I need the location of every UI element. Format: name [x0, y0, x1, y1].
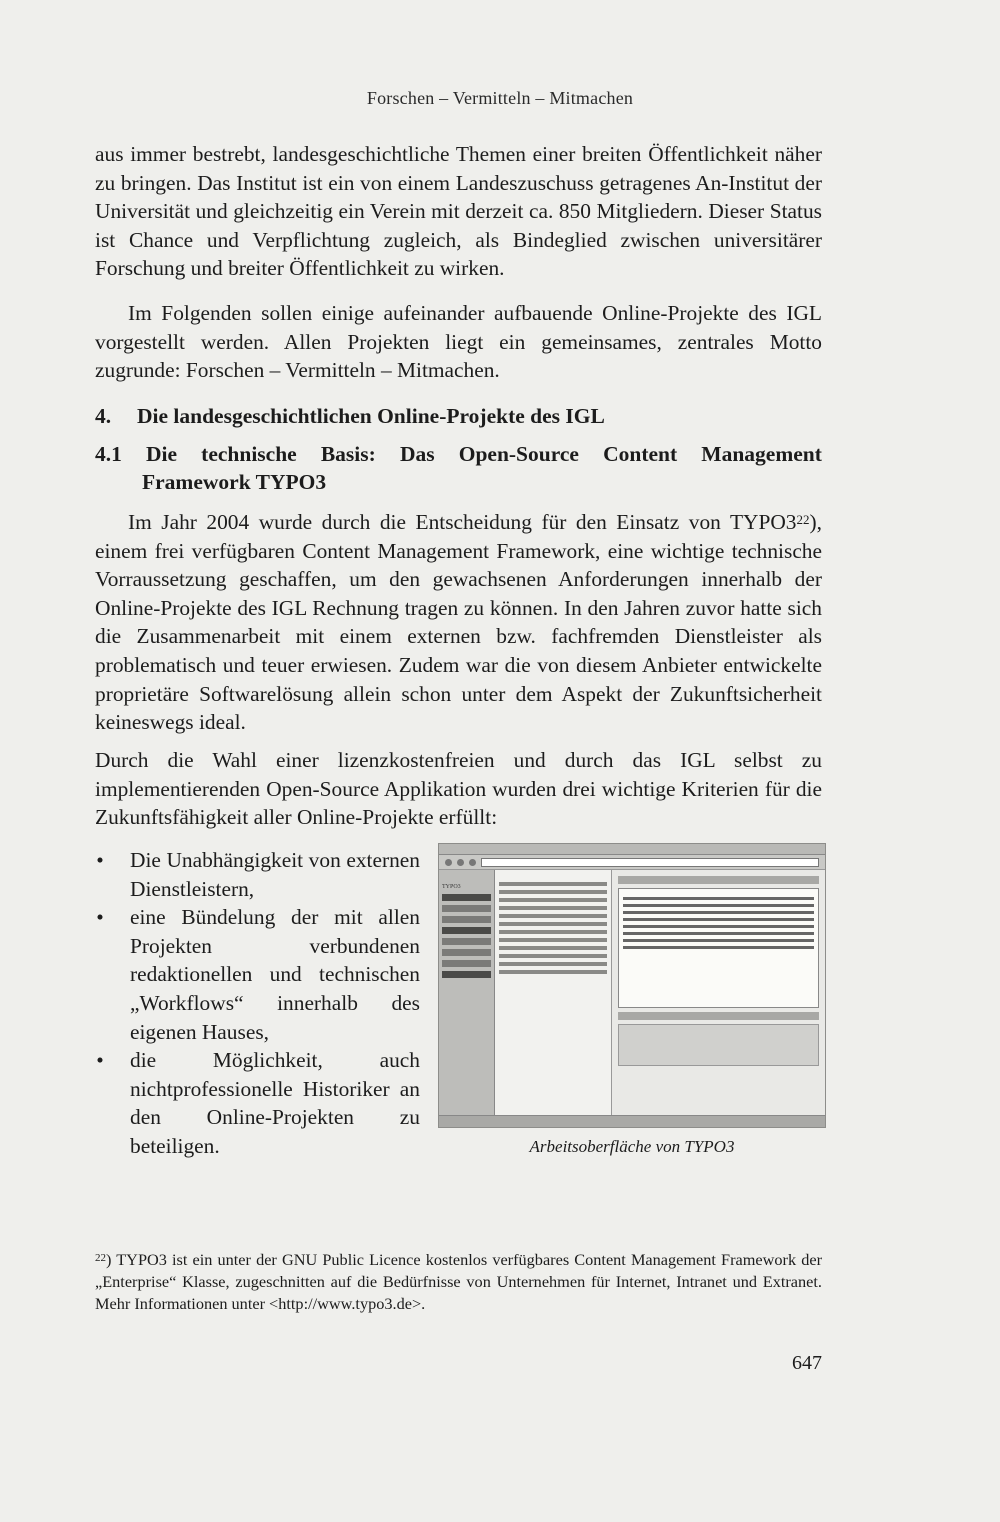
text-line — [623, 925, 814, 928]
paragraph-typo3-rest: ), einem frei verfügbaren Content Management Framework, eine wichtige technische Vorraussetzung geschaffen, um den gewachsenen Anforderungen innerhalb der Online-Projekte des IGL Rechnung tragen zu können. In den Jahren zuvor hatte sich die Zusammenarbeit mit einem externen bzw. fachfremden Dienstleister als problematisch und teuer erwiesen. Zudem war die von diesem Anbieter entwickelte proprietäre Softwarelösung allein schon unter dem Aspekt der Zukunftsicherheit keineswegs ideal. — [95, 510, 822, 735]
bullet-icon: • — [96, 848, 104, 872]
text-line — [623, 939, 814, 942]
menu-item — [442, 927, 491, 934]
forward-icon — [457, 859, 464, 866]
editor-toolbar — [618, 876, 819, 884]
paragraph-intro: aus immer bestrebt, landesgeschichtliche Themen einer breiten Öffentlichkeit näher zu bringen. Das Institut ist ein von einem Landeszuschuss getragenes An-Institut der Universität und gleichzeitig ein Verein mit derzeit ca. 850 Mitgliedern. Dieser Status ist Chance und Verpflichtung zugleich, als Bindeglied zwischen universitärer Forschung und breiter Öffentlichkeit zu wirken. — [95, 142, 822, 281]
section-heading-4 — [95, 402, 822, 430]
list-item — [95, 903, 420, 1046]
text-line — [623, 918, 814, 921]
text-line — [623, 932, 814, 935]
form-section-bar — [618, 1012, 819, 1020]
tree-line — [499, 962, 607, 966]
menu-item — [442, 916, 491, 923]
backend-module-menu — [439, 870, 495, 1115]
menu-item — [442, 949, 491, 956]
content-editor-area — [612, 870, 825, 1115]
subsection-number: 4.1 — [95, 442, 122, 466]
browser-toolbar — [439, 855, 825, 870]
text-line — [623, 946, 814, 949]
section-heading-4-1 — [95, 440, 822, 496]
tree-line — [499, 898, 607, 902]
typo3-logo: TYPO3 — [442, 884, 461, 890]
heading-word: Die — [146, 442, 178, 466]
paragraph-projects — [95, 299, 822, 385]
back-icon — [445, 859, 452, 866]
footnote-text: ) TYPO3 ist ein unter der GNU Public Licence kostenlos verfügbares Content Management Framework der „Enterprise“ Klasse, zugeschnitten auf die Bedürfnisse von Unternehmen für Internet, Intranet und Extranet. Mehr Informationen unter <http://www.typo3.de>. — [95, 1250, 822, 1313]
section-title: Die landesgeschichtlichen Online-Projekte des IGL — [137, 404, 605, 428]
tree-line — [499, 946, 607, 950]
section-number: 4. — [95, 404, 112, 428]
heading-word: Das — [399, 442, 435, 466]
rich-text-editor — [618, 888, 819, 1008]
tree-line — [499, 906, 607, 910]
menu-item — [442, 971, 491, 978]
page-tree — [495, 870, 612, 1115]
footnote — [95, 1249, 822, 1315]
list-item-text: eine Bündelung der mit allen Projekten verbundenen redaktionellen und technischen „Workflows“ innerhalb des eigenen Hauses, — [130, 905, 420, 1044]
menu-item — [442, 938, 491, 945]
tree-line — [499, 890, 607, 894]
image-panel — [618, 1024, 819, 1066]
heading-word: technische — [201, 442, 297, 466]
heading-word: Management — [701, 442, 822, 466]
status-bar — [439, 1115, 825, 1128]
menu-item — [442, 905, 491, 912]
tree-line — [499, 938, 607, 942]
list-item-text: die Möglichkeit, auch nichtprofessionelle Historiker an den Online-Projekten zu beteiligen. — [130, 1048, 420, 1158]
list-item — [95, 1046, 420, 1160]
heading-word: Basis: — [320, 442, 376, 466]
text-line — [623, 911, 814, 914]
tree-line — [499, 914, 607, 918]
menu-item — [442, 894, 491, 901]
heading-line-1 — [95, 440, 822, 468]
bullet-icon: • — [96, 905, 104, 930]
criteria-list — [95, 846, 420, 1161]
window-titlebar — [439, 844, 825, 855]
text-line — [623, 897, 814, 900]
heading-word: Content — [603, 442, 678, 466]
footnote-marker: 22 — [95, 1252, 106, 1264]
paragraph-projects-text: Im Folgenden sollen einige aufeinander aufbauende Online-Projekte des IGL vorgestellt werden. Allen Projekten liegt ein gemeinsames, zentrales Motto zugrunde: Forschen – Vermitteln – Mitmachen. — [95, 301, 822, 383]
running-head: Forschen – Vermitteln – Mitmachen — [366, 88, 634, 108]
backend-body — [439, 870, 825, 1115]
paragraph-criteria-text: Durch die Wahl einer lizenzkostenfreien und durch das IGL selbst zu implementierenden Open-Source Applikation wurden drei wichtige Kriterien für die Zukunftsfähigkeit aller Online-Projekte erfüllt: — [95, 748, 822, 830]
address-bar — [481, 858, 819, 867]
tree-line — [499, 930, 607, 934]
page-number: 647 — [792, 1352, 822, 1374]
tree-line — [499, 922, 607, 926]
list-item — [95, 846, 420, 903]
menu-item — [442, 960, 491, 967]
figure-caption: Arbeitsoberfläche von TYPO3 — [529, 1137, 735, 1156]
typo3-screenshot-figure — [438, 843, 826, 1128]
tree-line — [499, 882, 607, 886]
reload-icon — [469, 859, 476, 866]
text-line — [623, 904, 814, 907]
tree-line — [499, 954, 607, 958]
heading-word: Open-Source — [458, 442, 579, 466]
paragraph-typo3 — [95, 508, 822, 737]
footnote-reference: 22 — [796, 512, 810, 527]
bullet-icon: • — [96, 1048, 104, 1073]
paragraph-criteria — [95, 746, 822, 832]
list-item-text: Die Unabhängigkeit von externen Dienstleistern, — [130, 848, 420, 901]
heading-line-2: Framework TYPO3 — [142, 470, 327, 494]
tree-line — [499, 970, 607, 974]
paragraph-typo3-start: Im Jahr 2004 wurde durch die Entscheidung für den Einsatz von TYPO3 — [128, 510, 797, 534]
